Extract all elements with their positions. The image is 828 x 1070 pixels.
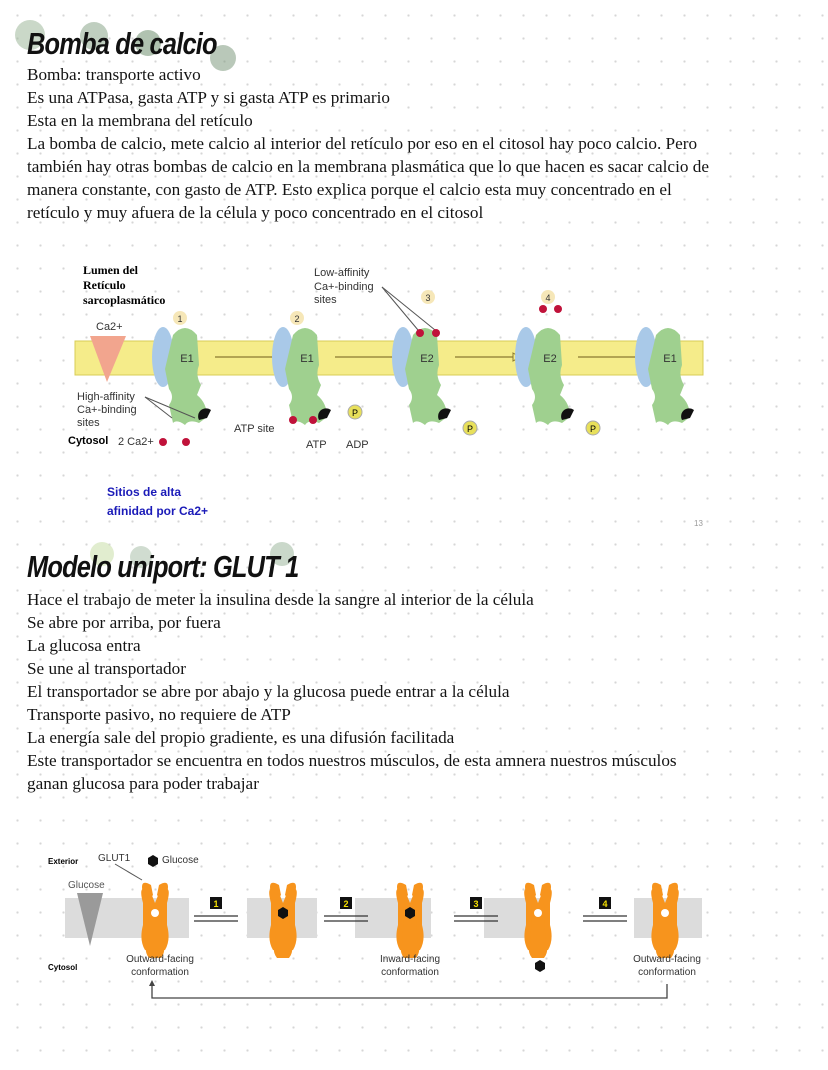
calcium-ion <box>159 438 167 446</box>
ca-gradient-label: Ca2+ <box>96 321 123 333</box>
state-label: E1 <box>300 353 314 365</box>
state-label: E1 <box>180 353 194 365</box>
calcium-ion <box>539 305 547 313</box>
cytosol-label: Cytosol <box>48 963 78 972</box>
outward-label: conformation <box>638 967 696 978</box>
note-high-affinity: Sitios de alta <box>107 485 182 499</box>
glut1-label: GLUT1 <box>98 853 131 864</box>
calcium-ion <box>309 416 317 424</box>
note-line: Se abre por arriba, por fuera <box>27 613 221 632</box>
cytosol-label: Cytosol <box>68 435 109 447</box>
glucose-icon <box>148 855 158 867</box>
note-line: Se une al transportador <box>27 659 186 678</box>
phosphate-label: P <box>351 408 359 418</box>
calcium-pump-notes <box>27 63 709 224</box>
state-label: E1 <box>663 353 677 365</box>
note-line: Este transportador se encuentra en todos nuestros músculos, de esta amnera nuestros músculos <box>27 751 677 770</box>
binding-cavity <box>534 909 542 917</box>
lumen-label: Retículo <box>83 278 126 292</box>
phosphate-label: P <box>589 424 597 434</box>
atp-site-label: ATP site <box>234 423 275 435</box>
section-title-glut1: Modelo uniport: GLUT 1 <box>27 549 299 584</box>
inward-label: Inward-facing <box>379 954 441 965</box>
adp-label: ADP <box>346 439 369 451</box>
equilibrium-arrows <box>583 916 627 921</box>
state-label: E2 <box>543 353 557 365</box>
phosphate-label: P <box>466 424 474 434</box>
glut1-diagram <box>0 840 828 1010</box>
high-affinity-label: High-affinity <box>77 391 135 403</box>
cycle-return-arrow <box>152 984 667 998</box>
note-line: Es una ATPasa, gasta ATP y si gasta ATP es primario <box>27 88 390 107</box>
note-line: El transportador se abre por abajo y la glucosa puede entrar a la célula <box>27 682 510 701</box>
slide-number: 13 <box>694 519 703 528</box>
note-line: La bomba de calcio, mete calcio al interior del retículo por eso en el citosol hay poco calcio. Pero <box>27 134 698 153</box>
step-number: 2 <box>294 314 300 324</box>
calcium-ion <box>416 329 424 337</box>
glucose-legend: Glucose <box>162 855 199 866</box>
glucose-icon <box>535 960 545 972</box>
pointer-line <box>115 864 142 880</box>
low-affinity-label: Ca+-binding <box>314 281 374 293</box>
section-title-calcium-pump: Bomba de calcio <box>27 26 217 61</box>
calcium-ion <box>289 416 297 424</box>
equilibrium-arrows <box>194 916 238 921</box>
two-ca-label: 2 Ca2+ <box>118 436 154 448</box>
note-line: retículo y muy afuera de la célula y poco concentrado en el citosol <box>27 203 484 222</box>
step-number: 3 <box>425 293 431 303</box>
lumen-label: Lumen del <box>83 263 139 277</box>
note-line: ganan glucosa para poder trabajar <box>27 774 259 793</box>
note-line: La energía sale del propio gradiente, es una difusión facilitada <box>27 728 455 747</box>
inward-label: conformation <box>381 967 439 978</box>
note-high-affinity: afinidad por Ca2+ <box>107 504 209 518</box>
high-affinity-label: Ca+-binding <box>77 404 137 416</box>
step-number: 4 <box>602 899 608 909</box>
state-label: E2 <box>420 353 434 365</box>
glut-transporters <box>141 883 679 958</box>
calcium-ion <box>554 305 562 313</box>
note-line: Esta en la membrana del retículo <box>27 111 253 130</box>
high-affinity-label: sites <box>77 417 100 429</box>
note-line: Bomba: transporte activo <box>27 65 201 84</box>
low-affinity-label: sites <box>314 294 337 306</box>
low-affinity-label: Low-affinity <box>314 267 370 279</box>
note-line: Hace el trabajo de meter la insulina desde la sangre al interior de la célula <box>27 590 534 609</box>
binding-cavity <box>151 909 159 917</box>
arrow-head <box>149 980 155 986</box>
step-number: 2 <box>343 899 349 909</box>
step-number: 1 <box>177 314 183 324</box>
exterior-label: Exterior <box>48 857 79 866</box>
step-number: 1 <box>213 899 219 909</box>
outward-label: Outward-facing <box>633 954 701 965</box>
step-number: 3 <box>473 899 479 909</box>
calcium-ion <box>432 329 440 337</box>
atp-label: ATP <box>306 439 327 451</box>
calcium-pump-diagram <box>0 250 828 530</box>
glucose-gradient-label: Glucose <box>68 880 105 891</box>
note-line: Transporte pasivo, no requiere de ATP <box>27 705 291 724</box>
note-line: La glucosa entra <box>27 636 141 655</box>
glut1-notes <box>27 588 677 795</box>
binding-cavity <box>661 909 669 917</box>
calcium-ion <box>182 438 190 446</box>
pointer-line <box>382 287 418 330</box>
outward-label: conformation <box>131 967 189 978</box>
note-line: manera constante, con gasto de ATP. Esto explica porque el calcio esta muy concentrado en el <box>27 180 672 199</box>
pointer-line <box>145 397 172 418</box>
lumen-label: sarcoplasmático <box>83 293 166 307</box>
outward-label: Outward-facing <box>126 954 194 965</box>
step-number: 4 <box>545 293 551 303</box>
note-line: también hay otras bombas de calcio en la membrana plasmática que lo que hacen es sacar calcio de <box>27 157 709 176</box>
